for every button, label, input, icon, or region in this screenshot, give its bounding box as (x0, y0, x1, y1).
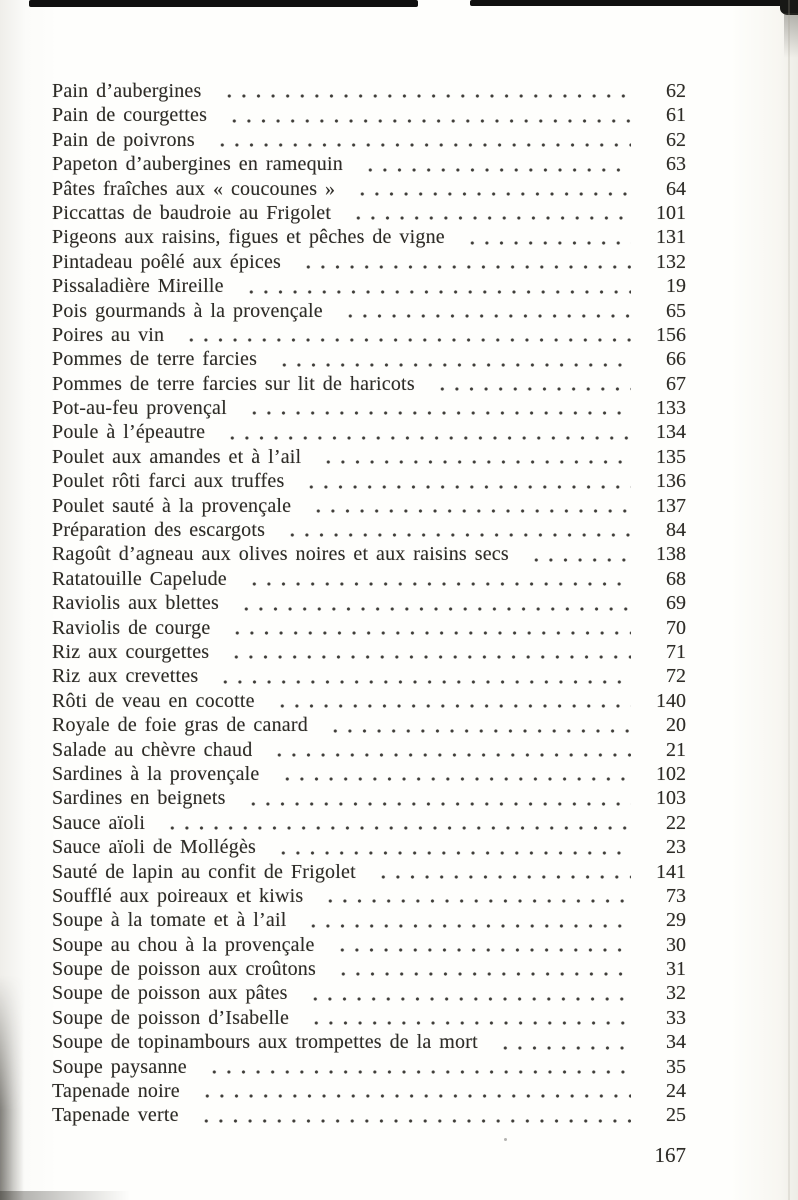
recipe-title: Poule à l’épeautre (52, 421, 206, 444)
recipe-page-number: 84 (666, 519, 686, 542)
recipe-title: Préparation des escargots (52, 519, 266, 542)
recipe-page-number: 24 (666, 1080, 686, 1103)
recipe-page-number: 71 (666, 640, 686, 663)
recipe-title: Pâtes fraîches aux « coucounes » (52, 177, 336, 200)
recipe-page-number: 19 (666, 275, 686, 298)
dot-leader (271, 835, 631, 859)
scan-edge-artifact-right (470, 0, 786, 6)
recipe-page-number: 29 (666, 909, 686, 932)
dot-leader (371, 860, 631, 884)
toc-entry (52, 567, 686, 591)
dot-leader (225, 616, 631, 640)
dot-leader (220, 420, 631, 444)
dot-leader (323, 713, 631, 737)
recipe-title: Poulet sauté à la provençale (52, 494, 292, 517)
dot-leader (296, 250, 631, 274)
toc-entry (52, 79, 686, 103)
recipe-title: Pommes de terre farcies (52, 348, 258, 371)
toc-entry (52, 396, 686, 420)
dot-leader (224, 640, 631, 664)
recipe-title: Raviolis aux blettes (52, 592, 219, 615)
dot-leader (241, 786, 631, 810)
dot-leader (338, 299, 631, 323)
recipe-page-number: 156 (656, 323, 686, 346)
recipe-title: Soufflé aux poireaux et kiwis (52, 884, 304, 907)
recipe-title: Riz aux crevettes (52, 665, 199, 688)
toc-entry (52, 494, 686, 518)
recipe-page-number: 70 (666, 616, 686, 639)
recipe-page-number: 65 (666, 299, 686, 322)
recipe-title: Soupe de poisson aux pâtes (52, 982, 288, 1005)
scan-edge-artifact-left (29, 0, 418, 7)
toc-entry (52, 128, 686, 152)
toc-entry (52, 347, 686, 371)
recipe-page-number: 67 (666, 372, 686, 395)
recipe-page-number: 63 (666, 153, 686, 176)
recipe-title: Soupe paysanne (52, 1055, 187, 1078)
recipe-title: Tapenade noire (52, 1080, 180, 1103)
toc-entry (52, 542, 686, 566)
toc-entry (52, 274, 686, 298)
dot-leader (524, 542, 631, 566)
recipe-page-number: 25 (666, 1104, 686, 1127)
recipe-page-number: 101 (656, 201, 686, 224)
recipe-page-number: 103 (656, 787, 686, 810)
scan-speck (504, 1138, 507, 1141)
dot-leader (331, 957, 631, 981)
recipe-title: Poulet rôti farci aux truffes (52, 470, 285, 493)
dot-leader (222, 103, 631, 127)
recipe-page-number: 22 (666, 811, 686, 834)
scan-corner-shadow (784, 13, 798, 58)
dot-leader (358, 152, 631, 176)
recipe-title: Papeton d’aubergines en ramequin (52, 153, 343, 176)
recipe-title: Sauté de lapin au confit de Frigolet (52, 860, 356, 883)
toc-entry (52, 103, 686, 127)
recipe-page-number: 62 (666, 128, 686, 151)
recipe-title: Pain de poivrons (52, 128, 195, 151)
recipe-title: Pois gourmands à la provençale (52, 299, 323, 322)
recipe-title: Ratatouille Capelude (52, 567, 227, 590)
toc-entry (52, 689, 686, 713)
recipe-page-number: 62 (666, 80, 686, 102)
toc-entry (52, 591, 686, 615)
dot-leader (306, 494, 631, 518)
toc-entry (52, 299, 686, 323)
dot-leader (242, 396, 631, 420)
toc-entry (52, 445, 686, 469)
toc-entry (52, 981, 686, 1005)
recipe-page-number: 33 (666, 1006, 686, 1029)
recipe-page-number: 66 (666, 348, 686, 371)
recipe-page-number: 23 (666, 836, 686, 859)
toc-entry (52, 933, 686, 957)
recipe-title: Poulet aux amandes et à l’ail (52, 445, 302, 468)
dot-leader (275, 762, 631, 786)
dot-leader (316, 445, 631, 469)
dot-leader (217, 79, 632, 103)
dot-leader (350, 177, 631, 201)
bottom-edge-shadow (0, 1191, 130, 1200)
dot-leader (202, 1055, 631, 1079)
dot-leader (234, 591, 631, 615)
recipe-title: Soupe au chou à la provençale (52, 933, 315, 956)
recipe-title: Tapenade verte (52, 1104, 179, 1127)
toc-entry (52, 908, 686, 932)
toc-entry (52, 225, 686, 249)
recipe-title: Soupe à la tomate et à l’ail (52, 909, 287, 932)
dot-leader (194, 1103, 631, 1127)
recipe-page-number: 73 (666, 884, 686, 907)
dot-leader (270, 689, 631, 713)
recipe-title: Pigeons aux raisins, figues et pêches de vigne (52, 226, 445, 249)
recipe-page-number: 132 (656, 250, 686, 273)
recipe-title: Soupe de poisson d’Isabelle (52, 1006, 290, 1029)
recipe-title: Poires au vin (52, 323, 165, 346)
recipe-page-number: 20 (666, 714, 686, 737)
recipe-title: Pain de courgettes (52, 104, 208, 127)
recipe-title: Soupe de topinambours aux trompettes de la mort (52, 1031, 478, 1054)
recipe-page-number: 136 (656, 470, 686, 493)
recipe-page-number: 102 (656, 762, 686, 785)
recipe-page-number: 34 (666, 1031, 686, 1054)
toc-entry (52, 420, 686, 444)
dot-leader (210, 128, 631, 152)
dot-leader (301, 908, 631, 932)
recipe-title: Soupe de poisson aux croûtons (52, 958, 316, 981)
recipe-page-number: 140 (656, 689, 686, 712)
dot-leader (299, 469, 631, 493)
recipe-title: Piccattas de baudroie au Frigolet (52, 201, 332, 224)
toc-entry (52, 1055, 686, 1079)
recipe-title: Rôti de veau en cocotte (52, 689, 255, 712)
dot-leader (304, 1006, 631, 1030)
toc-entry (52, 664, 686, 688)
recipe-title: Pommes de terre farcies sur lit de haricots (52, 372, 415, 395)
dot-leader (242, 567, 631, 591)
recipe-title: Pintadeau poêlé aux épices (52, 250, 282, 273)
toc-entry (52, 201, 686, 225)
dot-leader (179, 323, 631, 347)
recipe-page-number: 72 (666, 665, 686, 688)
recipe-page-number: 134 (656, 421, 686, 444)
toc-entry (52, 884, 686, 908)
recipe-page-number: 30 (666, 933, 686, 956)
dot-leader (430, 372, 631, 396)
toc-entry (52, 713, 686, 737)
dot-leader (346, 201, 631, 225)
recipe-title: Sauce aïoli (52, 811, 146, 834)
recipe-page-number: 141 (656, 860, 686, 883)
recipe-title: Sardines en beignets (52, 787, 226, 810)
recipe-title: Sauce aïoli de Mollégès (52, 836, 257, 859)
toc-entry (52, 786, 686, 810)
toc-entry (52, 372, 686, 396)
recipe-page-number: 35 (666, 1055, 686, 1078)
dot-leader (195, 1079, 631, 1103)
toc-entry (52, 738, 686, 762)
recipe-page-number: 137 (656, 494, 686, 517)
toc-entry (52, 616, 686, 640)
recipe-page-number: 68 (666, 567, 686, 590)
folio-page-number: 167 (654, 1143, 686, 1167)
toc-entry (52, 1030, 686, 1054)
dot-leader (330, 933, 631, 957)
dot-leader (460, 225, 631, 249)
dot-leader (318, 884, 631, 908)
recipe-page-number: 21 (666, 738, 686, 761)
dot-leader (280, 518, 631, 542)
dot-leader (267, 738, 631, 762)
recipe-page-number: 135 (656, 445, 686, 468)
toc-entry (52, 1103, 686, 1127)
recipe-page-number: 69 (666, 592, 686, 615)
toc-entry (52, 811, 686, 835)
recipe-page-number: 61 (666, 104, 686, 127)
toc-entry (52, 323, 686, 347)
recipe-page-number: 64 (666, 177, 686, 200)
dot-leader (493, 1030, 631, 1054)
toc-entry (52, 518, 686, 542)
recipe-title: Pissaladière Mireille (52, 275, 224, 298)
page-edge-line (788, 0, 790, 1200)
dot-leader (213, 664, 631, 688)
toc-entry (52, 762, 686, 786)
recipe-page-number: 31 (666, 958, 686, 981)
toc-entry (52, 177, 686, 201)
toc-entry (52, 835, 686, 859)
toc-entry (52, 1006, 686, 1030)
toc-entry (52, 152, 686, 176)
dot-leader (160, 811, 631, 835)
recipe-page-number: 131 (656, 226, 686, 249)
toc-entry (52, 250, 686, 274)
recipe-page-number: 32 (666, 982, 686, 1005)
recipe-page-number: 138 (656, 543, 686, 566)
dot-leader (239, 274, 631, 298)
toc-entry (52, 957, 686, 981)
toc-entry (52, 1079, 686, 1103)
recipe-title: Riz aux courgettes (52, 640, 210, 663)
toc-entry (52, 860, 686, 884)
dot-leader (303, 981, 631, 1005)
dot-leader (272, 347, 631, 371)
recipe-title: Salade au chèvre chaud (52, 738, 253, 761)
toc-list (52, 79, 686, 1128)
recipe-page-number: 133 (656, 397, 686, 420)
recipe-title: Raviolis de courge (52, 616, 211, 639)
recipe-title: Royale de foie gras de canard (52, 714, 308, 737)
toc-entry (52, 469, 686, 493)
recipe-title: Pot-au-feu provençal (52, 397, 227, 420)
recipe-title: Sardines à la provençale (52, 762, 260, 785)
recipe-title: Pain d’aubergines (52, 80, 202, 102)
recipe-title: Ragoût d’agneau aux olives noires et aux raisins secs (52, 543, 509, 566)
toc-entry (52, 640, 686, 664)
